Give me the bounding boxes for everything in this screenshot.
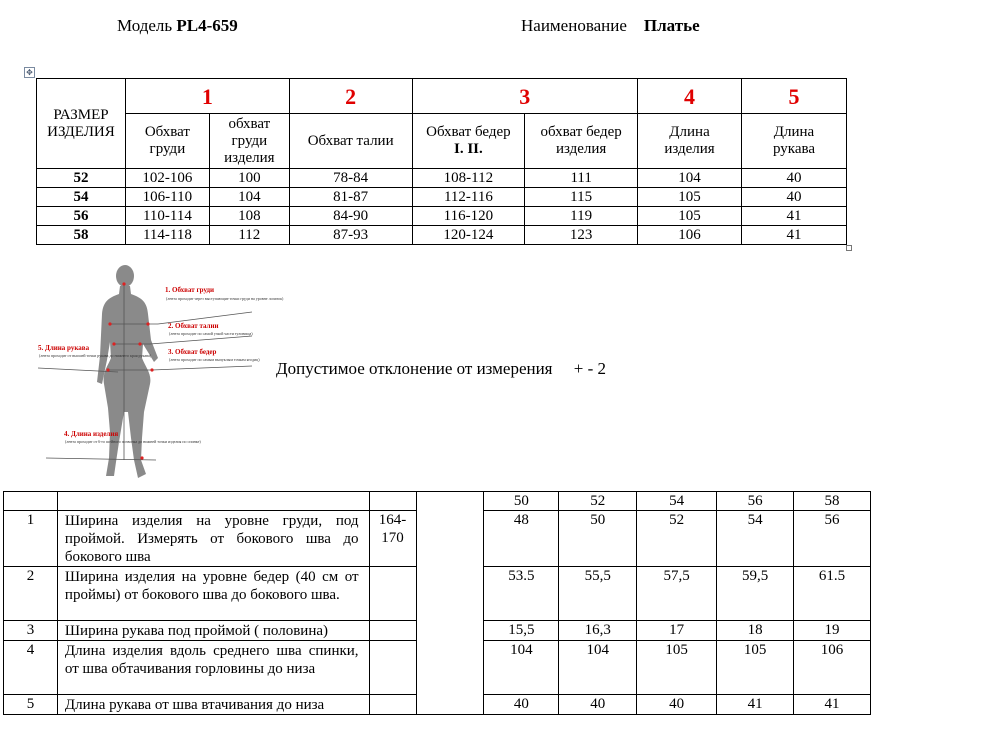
value-cell: 87-93 — [289, 226, 412, 245]
value-cell: 41 — [717, 695, 794, 715]
value-cell: 41 — [742, 226, 847, 245]
value-cell: 40 — [742, 169, 847, 188]
value-cell: 104 — [638, 169, 742, 188]
label-hips: 3. Обхват бедер — [168, 348, 217, 356]
size-row — [37, 226, 847, 245]
value-cell: 114-118 — [125, 226, 209, 245]
row-number: 5 — [4, 695, 58, 715]
label-hips-note: (лента проходит по самым выпуклым точкам ягодиц) — [169, 357, 260, 362]
size-col: 52 — [559, 492, 637, 511]
value-cell: 115 — [525, 188, 638, 207]
value-cell: 108 — [209, 207, 289, 226]
value-cell: 40 — [742, 188, 847, 207]
column-header: Длина рукава — [742, 114, 847, 169]
measurement-table — [3, 491, 871, 715]
value-cell: 41 — [794, 695, 871, 715]
value-cell: 52 — [637, 511, 717, 567]
value-cell: 104 — [484, 641, 559, 695]
row-extra — [369, 567, 416, 621]
group-number: 4 — [638, 79, 742, 114]
model-label: Модель — [117, 16, 173, 35]
blank-cell — [369, 492, 416, 511]
label-bust-note: (лента проходит через выступающие точки груди на уровне лопаток) — [166, 296, 284, 301]
tolerance-note — [276, 359, 606, 379]
label-sleeve: 5. Длина рукава — [38, 344, 90, 352]
row-extra — [369, 641, 416, 695]
label-length: 4. Длина изделия — [64, 430, 119, 438]
row-extra: 164-170 — [369, 511, 416, 567]
row-description: Ширина изделия на уровне груди, под проймой. Измерять от бокового шва до бокового шва — [57, 511, 369, 567]
group-number: 1 — [125, 79, 289, 114]
row-description: Ширина рукава под проймой ( половина) — [57, 621, 369, 641]
column-header: Длина изделия — [638, 114, 742, 169]
table-move-handle-icon[interactable]: ✥ — [24, 67, 35, 78]
value-cell: 15,5 — [484, 621, 559, 641]
row-extra — [369, 621, 416, 641]
size-row — [37, 169, 847, 188]
row-number: 4 — [4, 641, 58, 695]
value-cell: 106 — [638, 226, 742, 245]
label-bust: 1. Обхват груди — [165, 286, 215, 294]
column-header: обхват груди изделия — [209, 114, 289, 169]
value-cell: 110-114 — [125, 207, 209, 226]
value-cell: 104 — [209, 188, 289, 207]
value-cell: 50 — [559, 511, 637, 567]
value-cell: 105 — [637, 641, 717, 695]
value-cell: 105 — [717, 641, 794, 695]
size-cell: 56 — [37, 207, 126, 226]
size-cell: 58 — [37, 226, 126, 245]
value-cell: 54 — [717, 511, 794, 567]
row-extra — [369, 695, 416, 715]
value-cell: 53.5 — [484, 567, 559, 621]
value-cell: 112-116 — [412, 188, 525, 207]
value-cell: 81-87 — [289, 188, 412, 207]
value-cell: 104 — [559, 641, 637, 695]
value-cell: 61.5 — [794, 567, 871, 621]
tolerance-text: Допустимое отклонение от измерения — [276, 359, 553, 378]
size-table — [36, 78, 847, 245]
name-label: Наименование — [521, 16, 627, 35]
value-cell: 106 — [794, 641, 871, 695]
value-cell: 78-84 — [289, 169, 412, 188]
row-number: 3 — [4, 621, 58, 641]
value-cell: 111 — [525, 169, 638, 188]
label-waist: 2. Обхват талии — [168, 322, 219, 330]
label-waist-note: (лента проходит по самой узкой части туловища) — [169, 331, 253, 336]
label-sleeve-note: (лента проходит от высшей точки рукава до нижнего края рукава) — [39, 353, 152, 358]
value-cell: 48 — [484, 511, 559, 567]
row-description: Длина рукава от шва втачивания до низа — [57, 695, 369, 715]
row-description: Длина изделия вдоль среднего шва спинки, от шва обтачивания горловины до низа — [57, 641, 369, 695]
row-description: Ширина изделия на уровне бедер (40 см от проймы) от бокового шва до бокового шва. — [57, 567, 369, 621]
value-cell: 105 — [638, 207, 742, 226]
group-number: 2 — [289, 79, 412, 114]
value-cell: 40 — [637, 695, 717, 715]
value-cell: 105 — [638, 188, 742, 207]
name-value: Платье — [643, 16, 700, 35]
value-cell: 18 — [717, 621, 794, 641]
row-number: 2 — [4, 567, 58, 621]
column-header: Обхват груди — [125, 114, 209, 169]
measurement-figure — [30, 262, 284, 486]
hips-header-marks: I. II. — [454, 141, 483, 157]
group-number: 5 — [742, 79, 847, 114]
value-cell: 16,3 — [559, 621, 637, 641]
row-number: 1 — [4, 511, 58, 567]
size-col: 56 — [717, 492, 794, 511]
model-heading — [117, 16, 238, 36]
size-cell: 54 — [37, 188, 126, 207]
table-resize-handle[interactable] — [846, 245, 852, 251]
hips-header-text: Обхват бедер — [426, 124, 511, 140]
value-cell: 123 — [525, 226, 638, 245]
value-cell: 84-90 — [289, 207, 412, 226]
size-row — [37, 188, 847, 207]
tolerance-value: + - 2 — [573, 359, 606, 378]
value-cell: 120-124 — [412, 226, 525, 245]
value-cell: 17 — [637, 621, 717, 641]
size-col: 58 — [794, 492, 871, 511]
value-cell: 106-110 — [125, 188, 209, 207]
value-cell: 112 — [209, 226, 289, 245]
label-length-note: (лента проходит от 6-го шейного позвонка до нижней точки изделия по спинке) — [65, 439, 201, 444]
size-col: 50 — [484, 492, 559, 511]
name-heading — [521, 16, 700, 36]
size-row — [37, 207, 847, 226]
value-cell: 119 — [525, 207, 638, 226]
value-cell: 55,5 — [559, 567, 637, 621]
value-cell: 41 — [742, 207, 847, 226]
value-cell: 102-106 — [125, 169, 209, 188]
value-cell: 108-112 — [412, 169, 525, 188]
value-cell: 19 — [794, 621, 871, 641]
size-cell: 52 — [37, 169, 126, 188]
blank-cell — [4, 492, 58, 511]
value-cell: 40 — [484, 695, 559, 715]
column-header — [412, 114, 525, 169]
column-header: обхват бедер изделия — [525, 114, 638, 169]
column-header: Обхват талии — [289, 114, 412, 169]
model-code: PL4-659 — [176, 16, 238, 35]
value-cell: 57,5 — [637, 567, 717, 621]
value-cell: 56 — [794, 511, 871, 567]
value-cell: 116-120 — [412, 207, 525, 226]
value-cell: 100 — [209, 169, 289, 188]
group-number: 3 — [412, 79, 638, 114]
size-header-row — [4, 492, 871, 511]
blank-merged-cell — [416, 492, 484, 715]
value-cell: 59,5 — [717, 567, 794, 621]
blank-cell — [57, 492, 369, 511]
size-col: 54 — [637, 492, 717, 511]
value-cell: 40 — [559, 695, 637, 715]
size-header: РАЗМЕР ИЗДЕЛИЯ — [37, 79, 126, 169]
